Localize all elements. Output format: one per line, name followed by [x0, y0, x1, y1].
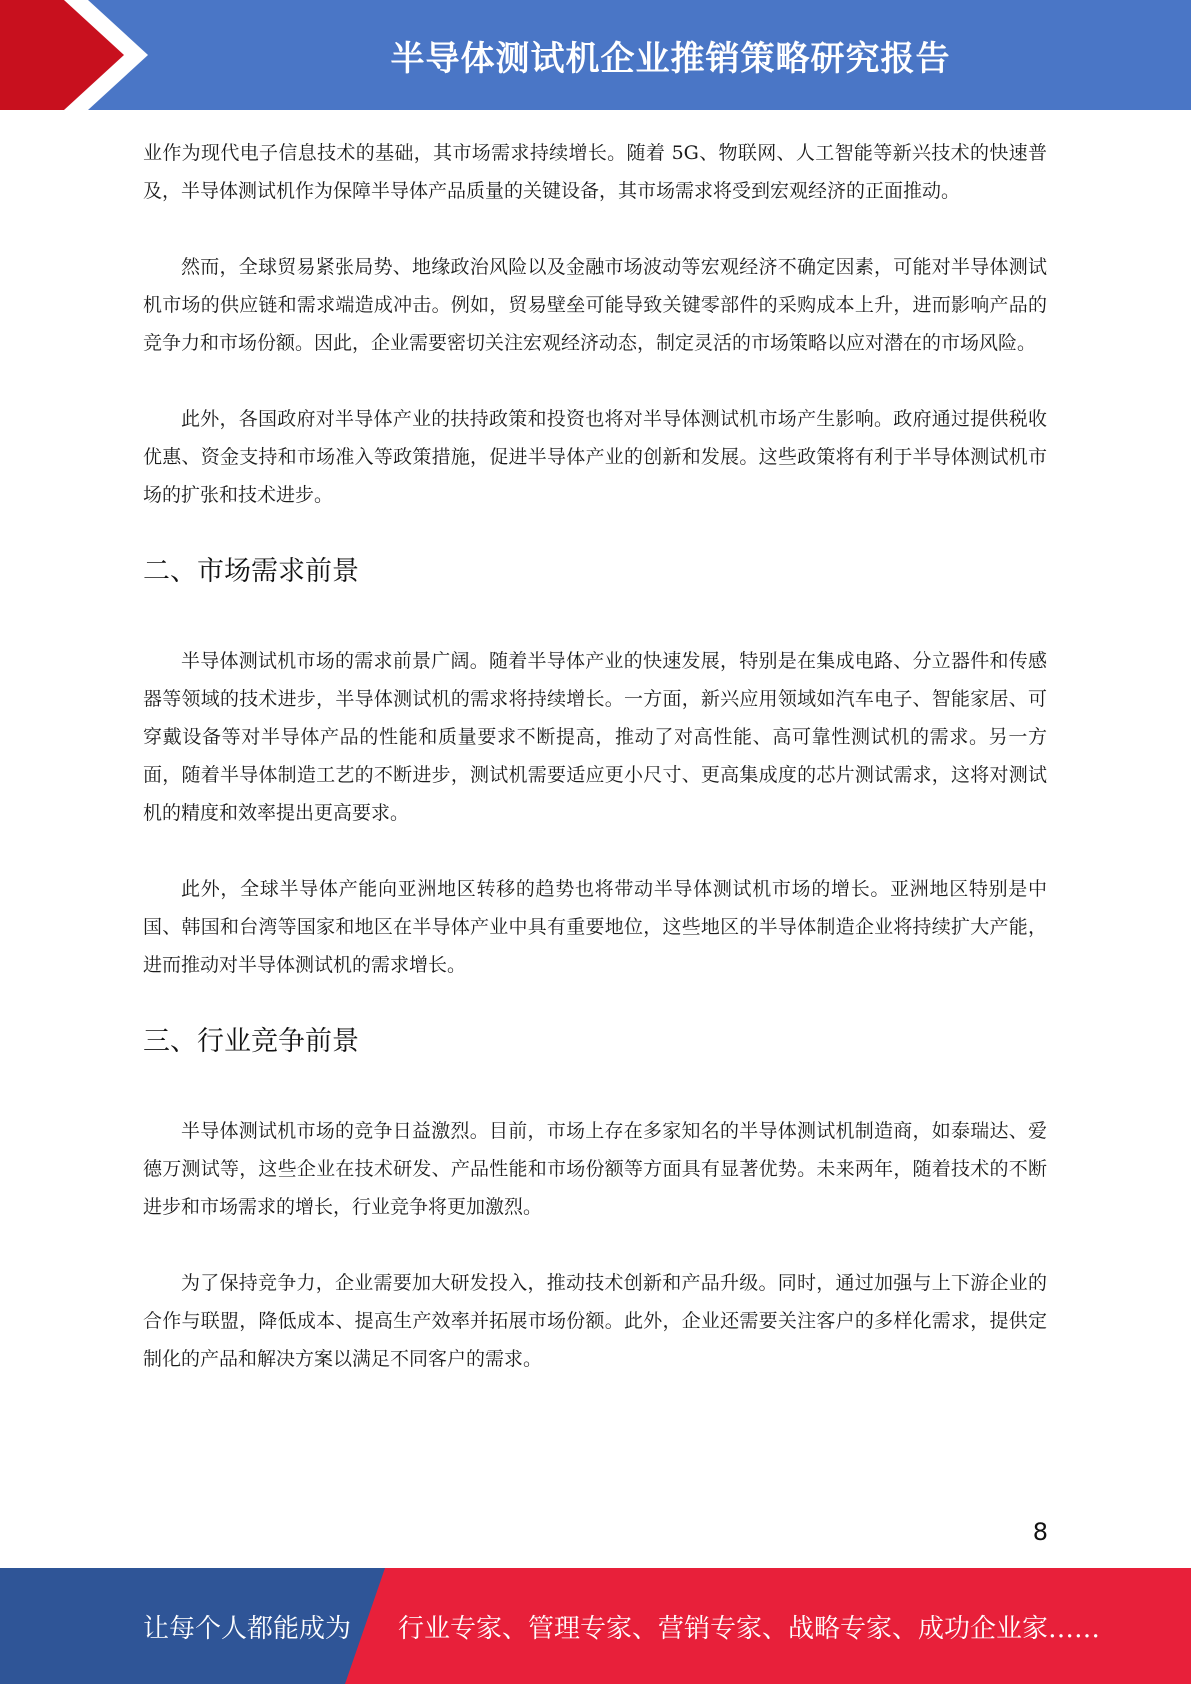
document-body — [143, 134, 1047, 1416]
header-band — [0, 0, 1191, 110]
paragraph: 然而，全球贸易紧张局势、地缘政治风险以及金融市场波动等宏观经济不确定因素，可能对半导体测试机市场的供应链和需求端造成冲击。例如，贸易壁垒可能导致关键零部件的采购成本上升，进而影响产品的竞争力和市场份额。因此，企业需要密切关注宏观经济动态，制定灵活的市场策略以应对潜在的市场风险。 — [143, 256, 1047, 354]
paragraph: 半导体测试机市场的需求前景广阔。随着半导体产业的快速发展，特别是在集成电路、分立器件和传感器等领域的技术进步，半导体测试机的需求将持续增长。一方面，新兴应用领域如汽车电子、智能家居、可穿戴设备等对半导体产品的性能和质量要求不断提高，推动了对高性能、高可靠性测试机的需求。另一方面，随着半导体制造工艺的不断进步，测试机需要适应更小尺寸、更高集成度的芯片测试需求，这将对测试机的精度和效率提出更高要求。 — [143, 650, 1047, 824]
paragraph: 半导体测试机市场的竞争日益激烈。目前，市场上存在多家知名的半导体测试机制造商，如泰瑞达、爱德万测试等，这些企业在技术研发、产品性能和市场份额等方面具有显著优势。未来两年，随着技术的不断进步和市场需求的增长，行业竞争将更加激烈。 — [143, 1120, 1047, 1218]
footer-slogan-right: 行业专家、管理专家、营销专家、战略专家、成功企业家…… — [398, 1613, 1101, 1644]
paragraph: 此外，全球半导体产能向亚洲地区转移的趋势也将带动半导体测试机市场的增长。亚洲地区特别是中国、韩国和台湾等国家和地区在半导体产业中具有重要地位，这些地区的半导体制造企业将持续扩大产能，进而推动对半导体测试机的需求增长。 — [143, 878, 1047, 976]
section-heading: 二、市场需求前景 — [143, 556, 359, 587]
paragraph: 为了保持竞争力，企业需要加大研发投入，推动技术创新和产品升级。同时，通过加强与上下游企业的合作与联盟，降低成本、提高生产效率并拓展市场份额。此外，企业还需要关注客户的多样化需求，提供定制化的产品和解决方案以满足不同客户的需求。 — [143, 1272, 1047, 1370]
report-title: 半导体测试机企业推销策略研究报告 — [390, 38, 951, 79]
footer-slogan-left: 让每个人都能成为 — [143, 1613, 352, 1644]
chevron-arrow-icon — [0, 0, 160, 110]
page-number: 8 — [1032, 1518, 1048, 1546]
section-heading: 三、行业竞争前景 — [143, 1026, 359, 1057]
paragraph: 此外，各国政府对半导体产业的扶持政策和投资也将对半导体测试机市场产生影响。政府通过提供税收优惠、资金支持和市场准入等政策措施，促进半导体产业的创新和发展。这些政策将有利于半导体测试机市场的扩张和技术进步。 — [143, 408, 1047, 506]
paragraph: 业作为现代电子信息技术的基础，其市场需求持续增长。随着 5G、物联网、人工智能等新兴技术的快速普及，半导体测试机作为保障半导体产品质量的关键设备，其市场需求将受到宏观经济的正面推动。 — [143, 142, 1047, 202]
footer-band — [0, 1568, 1191, 1684]
